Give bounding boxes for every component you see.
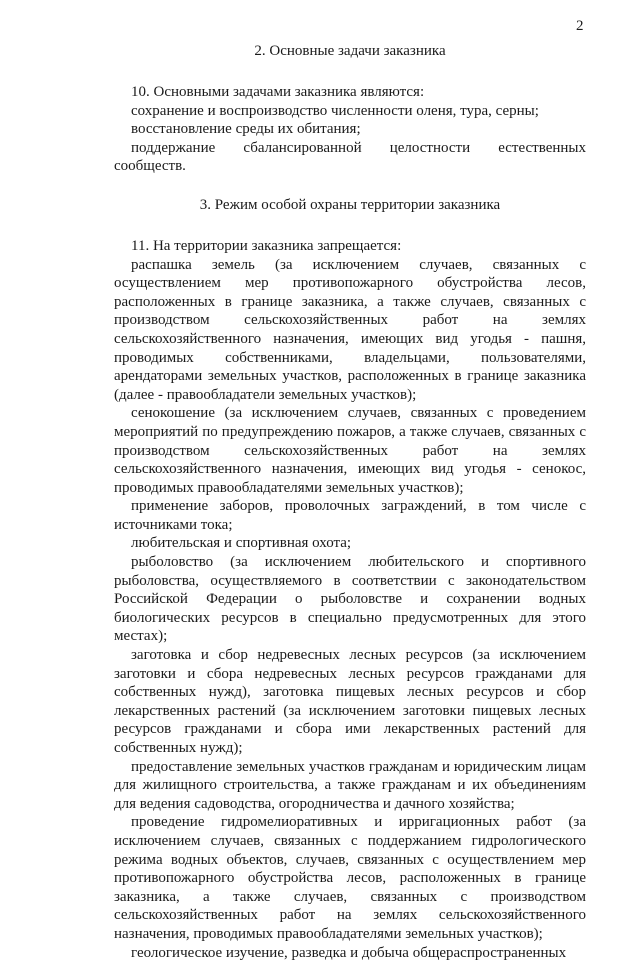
paragraph: сохранение и воспроизводство численности оленя, тура, серны;: [131, 102, 539, 119]
document-body: [114, 42, 586, 962]
paragraph: заготовка и сбор недревесных лесных ресурсов (за исключением заготовки и сбора недревесных лесных ресурсов гражданами для собственных нужд), заготовка пищевых лесных ресурсов и сбор лекарственных растений (за исключением заготовки пищевых лесных ресурсов гражданами и сбора ими лекарственных растений для собственных нужд);: [114, 647, 586, 756]
section-3-title: 3. Режим особой охраны территории заказника: [199, 196, 501, 213]
page-number: 2: [576, 18, 584, 34]
paragraph: применение заборов, проволочных заграждений, в том числе с источниками тока;: [114, 498, 586, 533]
section-3-body: [114, 237, 586, 962]
paragraph: проведение гидромелиоративных и ирригационных работ (за исключением случаев, связанных с поддержанием гидрологического режима водных объектов, случаев, связанных с осуществлением мер противопожарного обустройства лесов, расположенных в границе заказника, а также случаев, связанных с производством сельскохозяйственных работ на землях сельскохозяйственного назначения, проводимых правообладателями земельных участков);: [114, 814, 586, 942]
paragraph: поддержание сбалансированной целостности естественных сообществ.: [114, 139, 586, 175]
paragraph: распашка земель (за исключением случаев, связанных с осуществлением мер противопожарного обустройства лесов, расположенных в границе заказника, а также случаев, связанных с производством сельскохозяйственных работ на землях сельскохозяйственного назначения, имеющих вид угодья - пашня, проводимых собственниками, владельцами, пользователями, арендаторами земельных участков, расположенных в границе заказника (далее - правообладатели земельных участков);: [114, 256, 586, 403]
paragraph: восстановление среды их обитания;: [131, 121, 361, 138]
paragraph: сенокошение (за исключением случаев, связанных с проведением мероприятий по предупреждению пожаров, а также случаев, связанных с производством сельскохозяйственных работ на землях сельскохозяйственного назначения, имеющих вид угодья - сенокос, проводимых правообладателями земельных участков);: [114, 405, 586, 496]
paragraph: любительская и спортивная охота;: [131, 535, 352, 552]
paragraph: предоставление земельных участков гражданам и юридическим лицам для жилищного строительства, а также гражданам и их объединениям для ведения садоводства, огородничества и дачного хозяйства;: [114, 758, 586, 812]
paragraph: геологическое изучение, разведка и добыча общераспространенных: [131, 944, 567, 961]
section-2-title: 2. Основные задачи заказника: [254, 43, 446, 59]
paragraph: 11. На территории заказника запрещается:: [131, 237, 402, 254]
paragraph: рыболовство (за исключением любительского и спортивного рыболовства, осуществляемого в соответствии с законодательством Российской Федерации о рыболовстве и сохранении водных биологических ресурсов в специально предусмотренных для этого местах);: [114, 554, 586, 645]
paragraph: 10. Основными задачами заказника являются:: [131, 84, 425, 100]
section-2-body: [114, 83, 586, 176]
